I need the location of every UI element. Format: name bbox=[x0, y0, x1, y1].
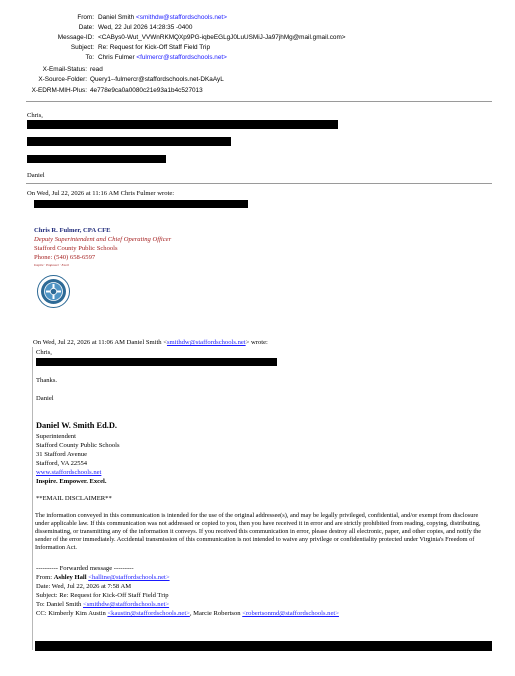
disclaimer-body: The information conveyed in this communication is intended for the use of the original addressee(s), and may be legally privileged, confidential, and/or exempt from disclosure under applicable law. If this communication was not addressed or copied to you, then you have received it in error and are strictly prohibited from reading, copying, distributing, disseminating, or transmitting any of the information it conveys. If you received this communication in error, please destroy all electronic, paper, and other copies, and notify the sender of the error immediately. Accidental transmission of this communication is not intended to waive any privilege or confidentiality protected under Virginia's Freedom of Information Act. bbox=[35, 512, 482, 551]
redaction-bar bbox=[35, 641, 492, 651]
fulmer-signature-phone: Phone: (540) 658-6597 bbox=[34, 254, 96, 261]
smith-signature-website-link[interactable]: www.staffordschools.net bbox=[36, 469, 102, 476]
forwarded-to-email-link[interactable]: <smithdw@staffordschools.net> bbox=[82, 601, 170, 608]
header-divider bbox=[26, 101, 492, 102]
quote-left-border bbox=[32, 347, 33, 650]
header-row-subject bbox=[0, 43, 515, 53]
forwarded-from-email-link[interactable]: <halline@staffordschools.net> bbox=[88, 574, 170, 581]
header-label: X-Email-Status: bbox=[42, 66, 87, 73]
forwarded-cc-label: CC: Kimberly Kim Austin bbox=[36, 610, 108, 617]
inner-quote-email-link[interactable]: smithdw@staffordschools.net bbox=[166, 339, 246, 346]
inner-quote-header-text: On Wed, Jul 22, 2026 at 11:06 AM Daniel Smith < bbox=[33, 339, 167, 346]
school-seal-logo bbox=[37, 275, 70, 308]
forwarded-cc-email-link[interactable]: <robertsonmd@staffordschools.net> bbox=[242, 610, 339, 617]
header-value bbox=[98, 53, 227, 63]
forwarded-cc-email-link[interactable]: <kaustin@staffordschools.net> bbox=[107, 610, 190, 617]
header-row-edrm bbox=[0, 86, 515, 96]
reply-greeting: Chris, bbox=[27, 112, 43, 119]
header-value: 4e778e9ca0a0080c21e93a1b4c527013 bbox=[90, 87, 203, 94]
forwarded-cc-text: , Marcie Robertson bbox=[189, 610, 243, 617]
inner-quote-signoff: Daniel bbox=[36, 395, 54, 402]
header-row-email-status bbox=[0, 65, 515, 75]
header-row-date bbox=[0, 23, 515, 33]
smith-signature-name: Daniel W. Smith Ed.D. bbox=[36, 421, 117, 430]
redaction-bar bbox=[27, 155, 166, 163]
smith-signature-street: 31 Stafford Avenue bbox=[36, 451, 88, 458]
forwarded-divider: ---------- Forwarded message --------- bbox=[36, 565, 134, 572]
smith-signature-motto: Inspire. Empower. Excel. bbox=[36, 478, 107, 485]
header-value: read bbox=[90, 66, 103, 73]
forwarded-to-label: To: Daniel Smith bbox=[36, 601, 83, 608]
forwarded-date: Date: Wed, Jul 22, 2026 at 7:58 AM bbox=[36, 583, 132, 590]
header-row-to bbox=[0, 53, 515, 63]
smith-signature-city: Stafford, VA 22554 bbox=[36, 460, 88, 467]
sender-name: Daniel Smith bbox=[98, 14, 135, 21]
inner-quote-thanks: Thanks. bbox=[36, 377, 58, 384]
header-label: X-Source-Folder: bbox=[38, 76, 87, 83]
fulmer-signature-org: Stafford County Public Schools bbox=[34, 245, 118, 252]
header-label: X-EDRM-MIH-Plus: bbox=[31, 87, 87, 94]
header-label: To: bbox=[85, 54, 94, 61]
forwarded-from-name: Ashley Hall bbox=[53, 574, 87, 581]
inner-quote-header-text: > wrote: bbox=[245, 339, 268, 346]
header-value: Wed, 22 Jul 2026 14:28:35 -0400 bbox=[98, 24, 193, 31]
quote-divider bbox=[26, 183, 492, 184]
header-value bbox=[98, 13, 227, 23]
header-value: Re: Request for Kick-Off Staff Field Trip bbox=[98, 44, 210, 51]
forwarded-to bbox=[36, 601, 169, 609]
recipient-email-link[interactable]: <fulmercr@staffordschools.net> bbox=[136, 54, 227, 61]
header-label: From: bbox=[77, 14, 94, 21]
recipient-name: Chris Fulmer bbox=[98, 54, 135, 61]
fulmer-signature-title: Deputy Superintendent and Chief Operating Officer bbox=[34, 236, 172, 243]
header-label: Subject: bbox=[70, 44, 94, 51]
reply-signoff: Daniel bbox=[27, 172, 45, 179]
smith-signature-title: Superintendent bbox=[36, 433, 76, 440]
inner-quote-header bbox=[33, 339, 268, 347]
smith-signature-org: Stafford County Public Schools bbox=[36, 442, 120, 449]
forwarded-from-label: From: bbox=[36, 574, 54, 581]
redaction-bar bbox=[27, 120, 338, 129]
forwarded-from bbox=[36, 574, 170, 582]
forwarded-subject: Subject: Re: Request for Kick-Off Staff Field Trip bbox=[36, 592, 169, 599]
header-row-from bbox=[0, 13, 515, 23]
forwarded-cc bbox=[36, 610, 339, 618]
sender-email-link[interactable]: <smithdw@staffordschools.net> bbox=[136, 14, 227, 21]
header-label: Message-ID: bbox=[57, 34, 94, 41]
fulmer-signature-tagline: Inspire · Empower · Excel bbox=[34, 263, 70, 267]
inner-quote-greeting: Chris, bbox=[36, 349, 52, 356]
fulmer-signature-name: Chris R. Fulmer, CPA CFE bbox=[34, 227, 111, 234]
redaction-bar bbox=[27, 137, 231, 146]
redaction-bar bbox=[36, 358, 277, 366]
redaction-bar bbox=[34, 200, 248, 208]
disclaimer-heading: **EMAIL DISCLAIMER** bbox=[36, 495, 112, 502]
header-value: Query1--fulmercr@staffordschools.net-DKaAyL bbox=[90, 76, 224, 83]
quote-header: On Wed, Jul 22, 2026 at 11:16 AM Chris Fulmer wrote: bbox=[27, 190, 175, 197]
header-value: <CABys0-Wut_VVWnRKMQXp9PG-iqbeEGLgJ0LuUSMiJ-Ja97jhMg@mail.gmail.com> bbox=[98, 34, 346, 41]
header-label: Date: bbox=[78, 24, 94, 31]
header-row-source-folder bbox=[0, 75, 515, 85]
header-row-message-id bbox=[0, 33, 515, 43]
